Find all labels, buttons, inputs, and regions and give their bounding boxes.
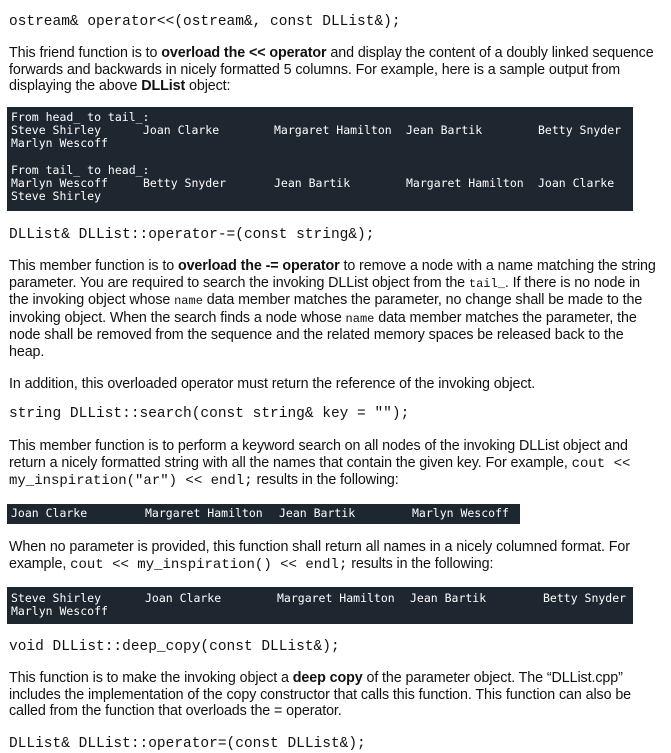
operator-minus-equals-signature: DLList& DLList::operator-=(const string&); bbox=[9, 227, 375, 243]
deep-copy-signature: void DLList::deep_copy(const DLList&); bbox=[9, 639, 340, 655]
name-cell: Betty Snyder bbox=[543, 591, 627, 605]
forward-label: From head_ to tail_: bbox=[11, 110, 150, 124]
output-row bbox=[11, 507, 516, 520]
name-cell: Steve Shirley bbox=[11, 189, 102, 203]
name-cell: Marlyn Wescoff bbox=[11, 136, 108, 150]
return-reference-note: In addition, this overloaded operator must return the reference of the invoking object. bbox=[9, 376, 536, 392]
name-cell: Margaret Hamilton bbox=[277, 591, 395, 605]
name-cell: Marlyn Wescoff bbox=[412, 506, 509, 520]
search-signature: string DLList::search(const string& key = ""); bbox=[9, 406, 410, 422]
name-cell: Margaret Hamilton bbox=[406, 176, 524, 190]
search-description: This member function is to perform a keyword search on all nodes of the invoking DLList object and return a nicely formatted string with all the names that contain the given key. For example, cout << my_inspiration("ar") << endl; results in the following: bbox=[9, 438, 631, 490]
name-cell: Marlyn Wescoff bbox=[11, 176, 108, 190]
sample-output-search-ar bbox=[7, 504, 520, 524]
search-no-parameter-description: When no parameter is provided, this function shall return all names in a nicely columned format. For example, cout << my_inspiration() << endl; results in the following: bbox=[9, 539, 630, 573]
deep-copy-description: This function is to make the invoking object a deep copy of the parameter object. The “DLList.cpp” includes the implementation of the copy constructor that calls this function. This function can also be called from the function that overloads the = operator. bbox=[9, 670, 632, 720]
name-cell: Jean Bartik bbox=[274, 176, 351, 190]
name-cell: Betty Snyder bbox=[143, 176, 227, 190]
sample-output-search-all bbox=[7, 587, 633, 624]
output-row bbox=[11, 605, 631, 618]
name-cell: Steve Shirley bbox=[11, 123, 102, 137]
name-cell: Joan Clarke bbox=[538, 176, 615, 190]
name-cell: Marlyn Wescoff bbox=[11, 604, 108, 618]
operator-minus-equals-description: This member function is to overload the -= operator to remove a node with a name matching the string parameter. You are required to search the invoking DLList object from the tail_. If there is no node in the invoking object whose name data member matches the parameter, no change shall be made to the invoking object. When the search finds a node whose name data member matches the parameter, the node shall be removed from the sequence and the related memory spaces be released back to the heap. bbox=[9, 258, 656, 360]
name-cell: Margaret Hamilton bbox=[145, 506, 263, 520]
operator-insertion-signature: ostream& operator<<(ostream&, const DLList&); bbox=[9, 14, 401, 30]
name-cell: Jean Bartik bbox=[406, 123, 483, 137]
name-cell: Margaret Hamilton bbox=[274, 123, 392, 137]
sample-output-forwards-backwards bbox=[7, 107, 633, 211]
name-cell: Jean Bartik bbox=[410, 591, 487, 605]
operator-insertion-description: This friend function is to overload the << operator and display the content of a doubly linked sequence forwards and backwards in nicely formatted 5 columns. For example, here is a sample output from displaying the above DLList object: bbox=[9, 45, 654, 95]
output-row bbox=[11, 177, 631, 190]
name-cell: Steve Shirley bbox=[11, 591, 102, 605]
name-cell: Joan Clarke bbox=[145, 591, 222, 605]
name-cell: Jean Bartik bbox=[279, 506, 356, 520]
name-cell: Joan Clarke bbox=[11, 506, 88, 520]
output-row bbox=[11, 137, 631, 150]
name-cell: Joan Clarke bbox=[143, 123, 220, 137]
backward-label: From tail_ to head_: bbox=[11, 163, 150, 177]
name-cell: Betty Snyder bbox=[538, 123, 622, 137]
output-row bbox=[11, 190, 631, 203]
assignment-operator-signature: DLList& DLList::operator=(const DLList&); bbox=[9, 736, 366, 752]
